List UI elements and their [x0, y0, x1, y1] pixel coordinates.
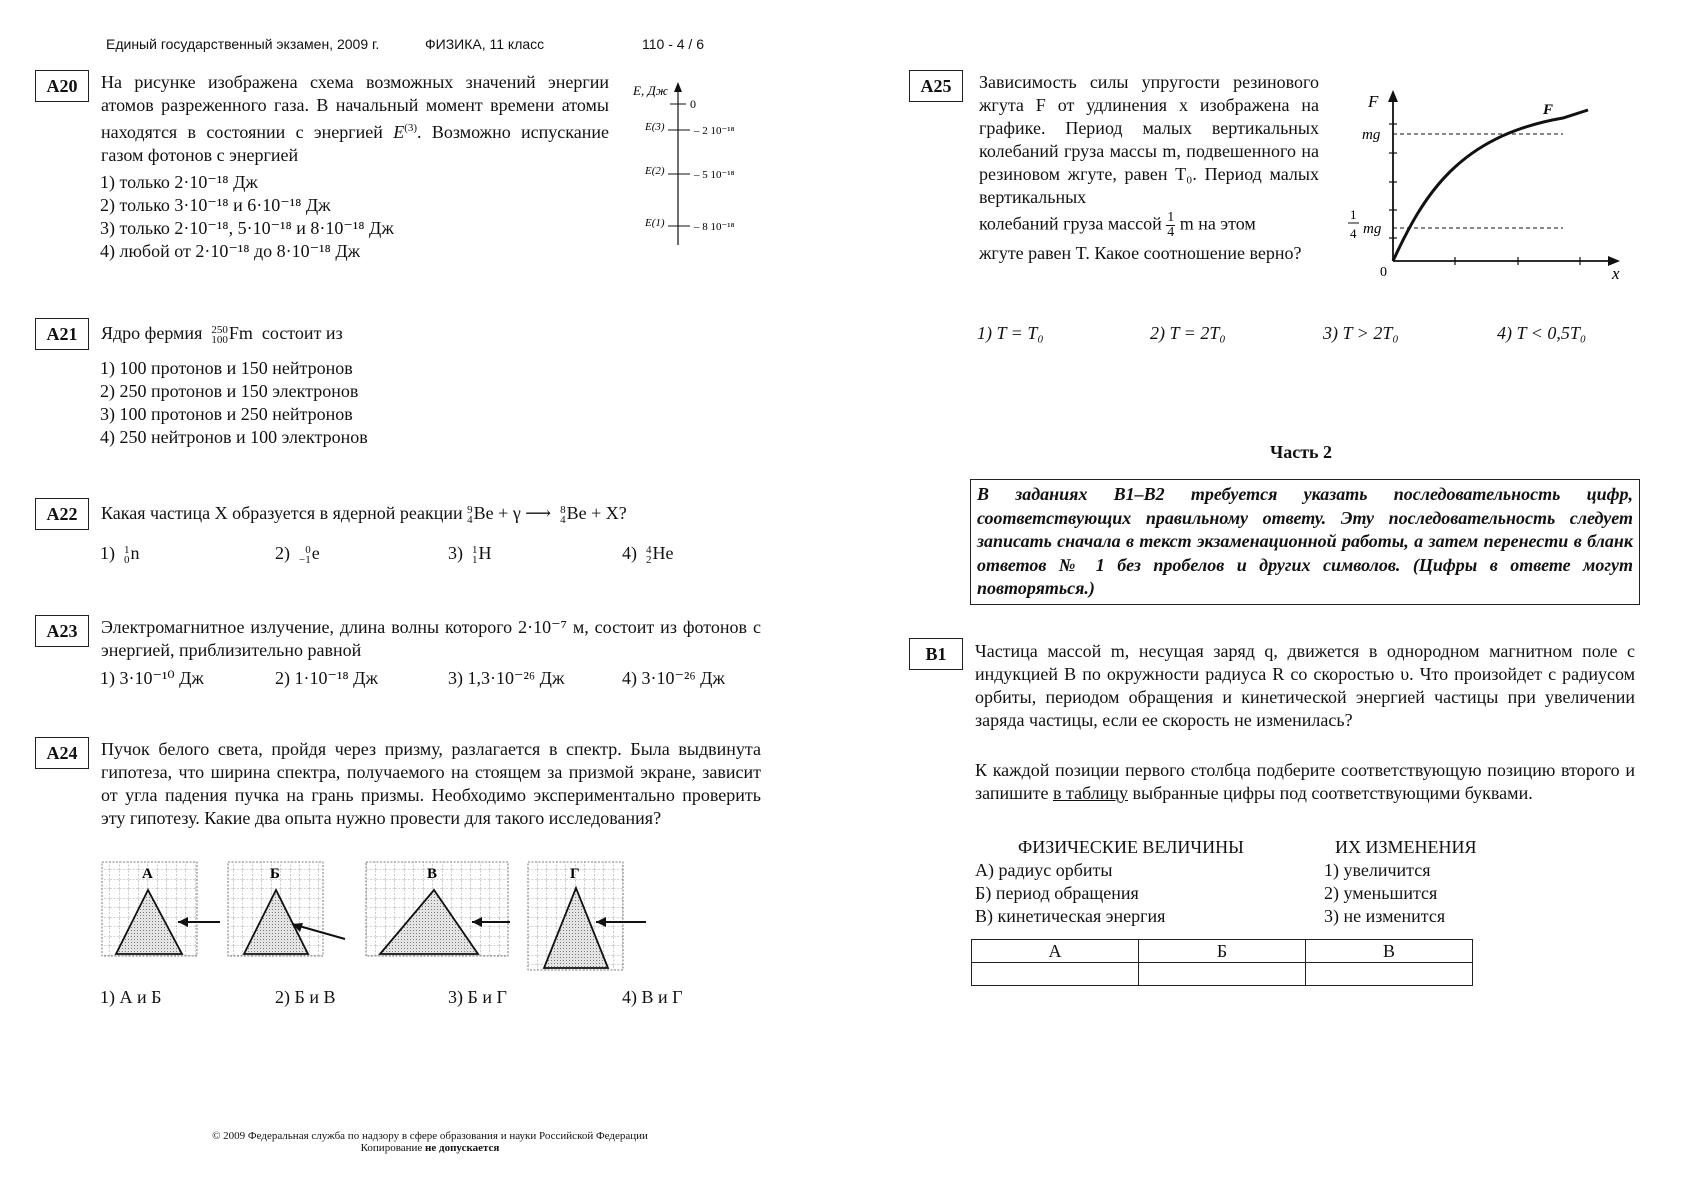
a24-option-4[interactable]: 4) В и Г	[622, 987, 683, 1007]
answer-cell-c[interactable]	[1306, 963, 1473, 986]
level-e3-value: – 2 10⁻¹⁸	[694, 125, 735, 137]
a21-option-4[interactable]: 4) 250 нейтронов и 100 электронов	[100, 427, 368, 447]
a23-option-1[interactable]: 1) 3·10⁻¹⁰ Дж	[100, 668, 204, 688]
a24-option-2[interactable]: 2) Б и В	[275, 987, 336, 1007]
a20-option-2[interactable]: 2) только 3·10⁻¹⁸ и 6·10⁻¹⁸ Дж	[100, 195, 331, 215]
b1-quantity-c: В) кинетическая энергия	[975, 906, 1166, 926]
question-badge-a23: A23	[35, 615, 89, 647]
question-badge-a22: A22	[35, 498, 89, 530]
a22-option-1[interactable]: 1) 1 0n	[100, 543, 140, 566]
b1-quantities	[975, 859, 1165, 928]
prism-label-d: Г	[570, 866, 580, 882]
a25-option-3[interactable]: 3) T > 2T₀	[1323, 323, 1399, 343]
graph-mg-label: mg	[1362, 127, 1381, 143]
question-a25-text: Зависимость силы упругости резинового жгута F от удлинения x изображена на графике. Период малых вертикальных колебаний груза массы m, подвешенного на резиновом жгуте, равен T₀. Период малых вертикальных колебаний груза массой $\frac{1}{4}$ m на этом жгуте равен T. Какое соотношение верно?	[979, 72, 1319, 263]
question-a22-text: Какая частица X образуется в ядерной реакции 9 4Be + γ ⟶ 8 4Be + X?	[101, 503, 627, 526]
prism-figure-c	[366, 862, 510, 956]
question-badge-a24: A24	[35, 737, 89, 769]
prism-figure-a	[102, 862, 220, 956]
a22-option-3[interactable]: 3) 1 1H	[448, 543, 492, 566]
answer-header-c: В	[1306, 940, 1473, 963]
question-badge-a25: A25	[909, 70, 963, 102]
force-graph	[1338, 86, 1628, 281]
level-e2-label: E(2)	[645, 165, 665, 177]
page-number: 110 - 4 / 6	[642, 36, 705, 52]
a22-option-2[interactable]: 2) 0 −1e	[275, 543, 320, 566]
energy-level-diagram	[630, 80, 760, 250]
b1-change-2: 2) уменьшится	[1324, 883, 1438, 903]
b1-quantity-a: А) радиус орбиты	[975, 860, 1113, 880]
b1-change-1: 1) увеличится	[1324, 860, 1431, 880]
a24-option-3[interactable]: 3) Б и Г	[448, 987, 507, 1007]
prism-label-c: В	[427, 866, 438, 882]
question-a24-text: Пучок белого света, пройдя через призму, разлагается в спектр. Была выдвинута гипотеза, что ширина спектра, получаемого на стоящем за призмой экране, зависит от угла падения пучка на грань призмы. Необходимо экспериментально проверить эту гипотезу. Какие два опыта нужно провести для такого исследования?	[101, 739, 761, 828]
part2-title: Часть 2	[1270, 442, 1333, 462]
graph-curve-label: F	[1543, 102, 1554, 118]
question-badge-a20: A20	[35, 70, 89, 102]
energy-axis-label: E, Дж	[633, 83, 668, 98]
b1-answer-table	[971, 939, 1473, 986]
footer-copyright: © 2009 Федеральная служба по надзору в сфере образования и науки Российской Федерации	[212, 1130, 648, 1142]
level-e2-value: – 5 10⁻¹⁸	[694, 169, 735, 181]
a23-option-4[interactable]: 4) 3·10⁻²⁶ Дж	[622, 668, 725, 688]
graph-y-label: F	[1368, 92, 1379, 111]
a21-option-2[interactable]: 2) 250 протонов и 150 электронов	[100, 381, 359, 401]
b1-changes	[1324, 859, 1445, 928]
a20-option-4[interactable]: 4) любой от 2·10⁻¹⁸ до 8·10⁻¹⁸ Дж	[100, 241, 361, 261]
question-badge-b1: B1	[909, 638, 963, 670]
graph-quarter-mg-label: mg	[1363, 221, 1382, 237]
graph-origin-label: 0	[1380, 265, 1387, 280]
exam-title: Единый государственный экзамен, 2009 г.	[106, 36, 380, 52]
prism-figure-b	[228, 862, 345, 956]
subject-title: ФИЗИКА, 11 класс	[425, 36, 545, 52]
a24-option-1[interactable]: 1) А и Б	[100, 987, 162, 1007]
footer-notice: Копирование не допускается	[360, 1142, 500, 1154]
prism-figures	[100, 860, 660, 972]
a25-option-2[interactable]: 2) T = 2T₀	[1150, 323, 1226, 343]
a20-option-3[interactable]: 3) только 2·10⁻¹⁸, 5·10⁻¹⁸ и 8·10⁻¹⁸ Дж	[100, 218, 394, 238]
a23-option-3[interactable]: 3) 1,3·10⁻²⁶ Дж	[448, 668, 565, 688]
question-badge-a21: A21	[35, 318, 89, 350]
a20-option-1[interactable]: 1) только 2·10⁻¹⁸ Дж	[100, 172, 258, 192]
graph-x-label: x	[1612, 264, 1620, 281]
question-b1-instruction: К каждой позиции первого столбца подберите соответствующую позицию второго и запишите в таблицу выбранные цифры под соответствующими буквами.	[975, 760, 1635, 803]
a21-option-3[interactable]: 3) 100 протонов и 250 нейтронов	[100, 404, 353, 424]
part2-instruction: В заданиях В1–В2 требуется указать последовательность цифр, соответствующих правильному ответу. Эту последовательность следует записать сначала в текст экзаменационной работы, а затем перенести в бланк ответов № 1 без пробелов и других символов. (Цифры в ответе могут повторяться.)	[970, 479, 1640, 605]
level-e1-value: – 8 10⁻¹⁸	[694, 221, 735, 233]
a21-options	[100, 357, 368, 449]
question-b1-text: Частица массой m, несущая заряд q, движется в однородном магнитном поле с индукцией B по окружности радиуса R со скоростью υ. Что произойдет с радиусом орбиты, периодом обращения и кинетической энергией частицы при увеличении заряда частицы, если ее скорость не изменилась?	[975, 641, 1635, 730]
question-a20-text: На рисунке изображена схема возможных значений энергии атомов разреженного газа. В начальный момент времени атомы находятся в состоянии с энергией $E^{(3)}$. Возможно испускание газом фотонов с энергией	[101, 72, 609, 165]
level-e3-label: E(3)	[645, 121, 665, 133]
prism-figure-d	[528, 862, 646, 970]
answer-cell-a[interactable]	[972, 963, 1139, 986]
b1-col2-header: ИХ ИЗМЕНЕНИЯ	[1335, 837, 1477, 857]
question-a21-text: Ядро фермия 250 100Fm состоит из	[101, 323, 343, 346]
a23-option-2[interactable]: 2) 1·10⁻¹⁸ Дж	[275, 668, 378, 688]
svg-text:1: 1	[1350, 207, 1357, 222]
svg-text:4: 4	[1350, 226, 1357, 241]
a25-option-4[interactable]: 4) T < 0,5T₀	[1497, 323, 1587, 343]
prism-label-a: А	[142, 866, 153, 882]
energy-zero-label: 0	[690, 97, 696, 111]
answer-header-b: Б	[1139, 940, 1306, 963]
b1-col1-header: ФИЗИЧЕСКИЕ ВЕЛИЧИНЫ	[1018, 837, 1244, 857]
a25-option-1[interactable]: 1) T = T₀	[977, 323, 1044, 343]
a21-option-1[interactable]: 1) 100 протонов и 150 нейтронов	[100, 358, 353, 378]
b1-change-3: 3) не изменится	[1324, 906, 1446, 926]
a22-option-4[interactable]: 4) 4 2He	[622, 543, 674, 566]
level-e1-label: E(1)	[645, 217, 665, 229]
a20-options	[100, 171, 394, 263]
prism-label-b: Б	[270, 866, 280, 882]
answer-header-a: А	[972, 940, 1139, 963]
footer	[160, 1130, 700, 1154]
question-a23-text: Электромагнитное излучение, длина волны которого 2·10⁻⁷ м, состоит из фотонов с энергией, приблизительно равной	[101, 617, 761, 660]
b1-quantity-b: Б) период обращения	[975, 883, 1139, 903]
answer-cell-b[interactable]	[1139, 963, 1306, 986]
